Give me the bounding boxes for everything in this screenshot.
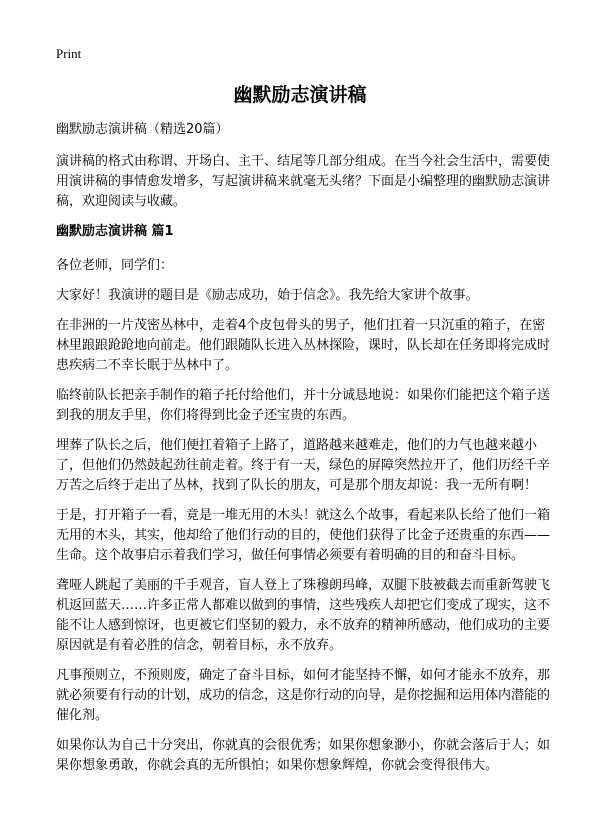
intro-paragraph: 演讲稿的格式由称谓、开场白、主干、结尾等几部分组成。在当今社会生活中，需要使用演讲稿的事情愈发增多，写起演讲稿来就毫无头绪？下面是小编整理的幽默励志演讲稿，欢迎阅读与收藏。 (56, 154, 551, 209)
section-heading: 幽默励志演讲稿 篇1 (56, 224, 174, 239)
paragraph: 埋葬了队长之后，他们便扛着箱子上路了，道路越来越难走，他们的力气也越来越小了，但他们仍然鼓起劲往前走着。终于有一天，绿色的屏障突然拉开了，他们历经千辛万苦之后终于走出了丛林，找到了队长的朋友，可是那个朋友却说：我一无所有啊！ (56, 438, 551, 493)
paragraph: 大家好！我演讲的题目是《励志成功，始于信念》。我先给大家讲个故事。 (56, 288, 479, 303)
paragraph: 于是，打开箱子一看，竟是一堆无用的木头！就这么个故事，看起来队长给了他们一箱无用的木头，其实，他却给了他们行动的目的，使他们获得了比金子还贵重的东西——生命。这个故事启示着我们学习，做任何事情必须要有着明确的目的和奋斗目标。 (56, 508, 551, 563)
paragraph: 在非洲的一片茂密丛林中，走着4个皮包骨头的男子，他们扛着一只沉重的箱子，在密林里踉踉跄跄地向前走。他们跟随队长进入丛林探险，课时，队长却在任务即将完成时患疾病二不幸长眠于丛林中了。 (56, 318, 551, 373)
paragraph: 各位老师，同学们： (56, 258, 174, 273)
print-link[interactable]: Print (56, 46, 82, 61)
page-title: 幽默励志演讲稿 (233, 84, 367, 106)
article-body (56, 120, 552, 786)
paragraph: 聋哑人跳起了美丽的千手观音，盲人登上了珠穆朗玛峰，双腿下肢被截去而重新驾驶飞机返回蓝天……许多正常人都难以做到的事情，这些残疾人却把它们变成了现实，这不能不让人感到惊讶，也更被它们坚韧的毅力，永不放弃的精神所感动，他们成功的主要原因就是有着必胜的信念，朝着目标，永不放弃。 (56, 578, 551, 653)
paragraph: 临终前队长把亲手制作的箱子托付给他们，并十分诚恳地说：如果你们能把这个箱子送到我的朋友手里，你们将得到比金子还宝贵的东西。 (56, 388, 551, 423)
subtitle: 幽默励志演讲稿（精选20篇） (56, 122, 229, 137)
paragraph: 凡事预则立，不预则废，确定了奋斗目标，如何才能坚持不懈，如何才能永不放弃，那就必须要有行动的计划，成功的信念，这是你行动的向导，是你挖掘和运用体内潜能的催化剂。 (56, 668, 551, 723)
paragraph: 如果你认为自己十分突出，你就真的会很优秀；如果你想象渺小，你就会落后于人；如果你想象勇敢，你就会真的无所惧怕；如果你想象辉煌，你就会变得很伟大。 (56, 738, 551, 773)
